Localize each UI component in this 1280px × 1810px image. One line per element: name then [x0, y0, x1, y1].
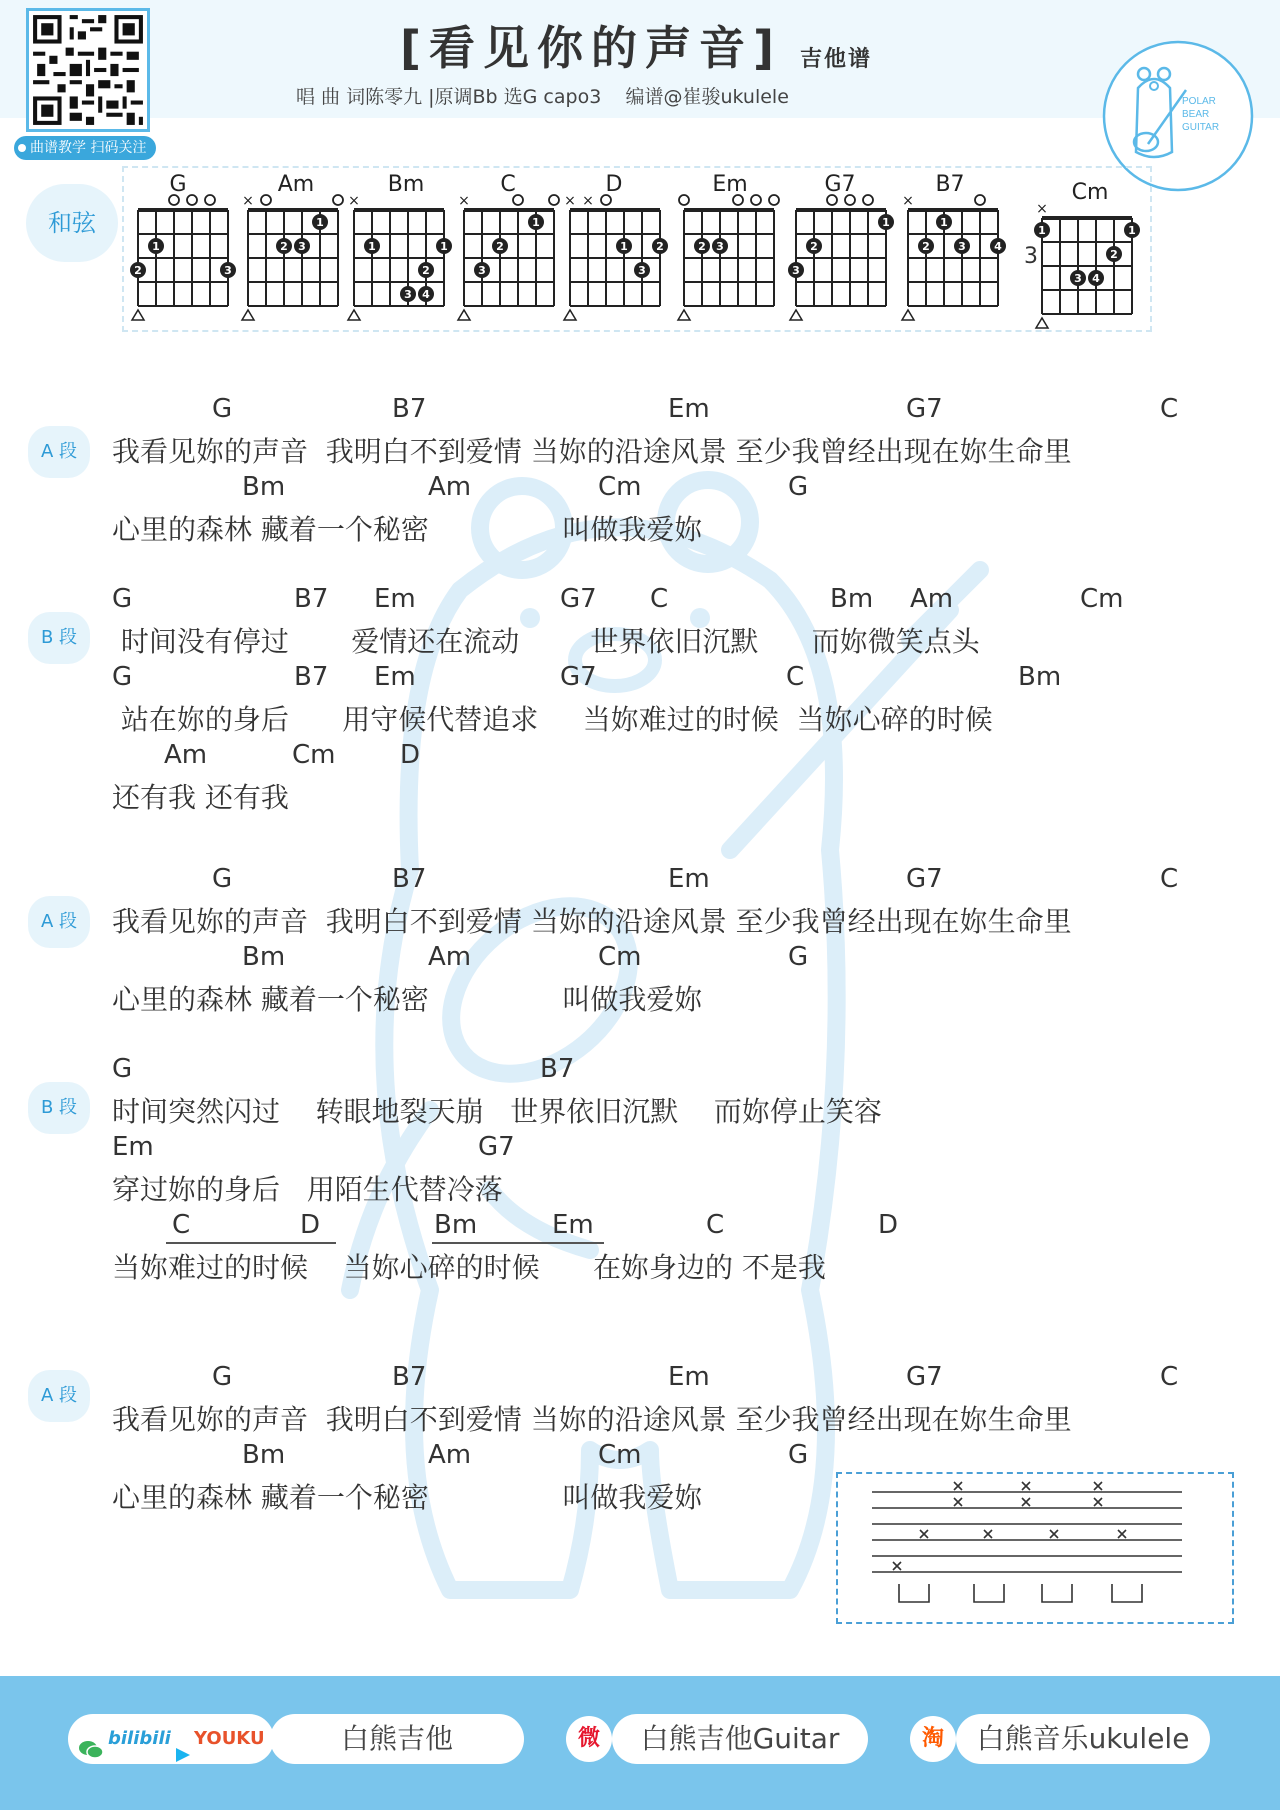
chord-symbol: Cm [598, 942, 642, 972]
chord-symbol: Em [552, 1210, 594, 1240]
chord-symbol: Bm [434, 1210, 478, 1240]
chord-symbol: G [788, 1440, 809, 1470]
chord-row [112, 394, 1272, 430]
chord-symbol: Em [374, 662, 416, 692]
chord-diagram-Bm [339, 174, 459, 330]
root-string-marker [458, 310, 470, 320]
muted-string-marker: × [458, 193, 470, 209]
chord-symbol: Em [112, 1132, 154, 1162]
finger-number: 2 [656, 240, 664, 253]
strum-pattern-graphic [838, 1474, 1232, 1622]
chord-row [112, 1210, 1272, 1246]
weibo-icon[interactable]: 微 [566, 1716, 612, 1762]
youku-label: YOUKU [194, 1728, 265, 1749]
lyric-line [112, 430, 1272, 466]
finger-number: 2 [134, 264, 142, 277]
chord-row [112, 662, 1272, 698]
lyric-line [112, 1398, 1272, 1434]
chord-symbol: C [1160, 394, 1179, 424]
lyric-text: 心里的森林 藏着一个秘密 叫做我爱妳 [112, 1481, 703, 1514]
lyric-line [112, 620, 1272, 656]
chord-section-label: 和弦 [26, 184, 118, 262]
finger-number: 1 [368, 240, 376, 253]
muted-string-marker: × [564, 193, 576, 209]
finger-number: 3 [224, 264, 232, 277]
lyric-line [112, 1246, 1272, 1282]
chord-symbol: Am [428, 942, 472, 972]
lyric-text: 心里的森林 藏着一个秘密 叫做我爱妳 [112, 983, 703, 1016]
root-string-marker [678, 310, 690, 320]
chord-symbol: G [112, 1054, 133, 1084]
chord-symbol: C [1160, 1362, 1179, 1392]
chord-group-underline [432, 1242, 604, 1244]
finger-number: 3 [958, 240, 966, 253]
chord-symbol: Em [668, 394, 710, 424]
finger-number: 3 [716, 240, 724, 253]
chord-symbol: Cm [598, 472, 642, 502]
channel-name-3[interactable]: 白熊音乐ukulele [956, 1714, 1210, 1764]
chord-row [112, 1362, 1272, 1398]
chord-symbol: Am [910, 584, 954, 614]
chord-row [112, 1440, 1272, 1476]
chord-symbol: B7 [392, 394, 427, 424]
chord-symbol: G7 [906, 864, 943, 894]
youku-play-icon [174, 1730, 192, 1748]
lyric-text: 当妳难过的时候 当妳心碎的时候 在妳身边的 不是我 [112, 1251, 826, 1284]
chord-symbol: Bm [242, 942, 286, 972]
chord-name-label: Am [277, 172, 315, 197]
section-label: A 段 [28, 1370, 90, 1422]
chord-symbol: D [878, 1210, 899, 1240]
lyric-text: 我看见妳的声音 我明白不到爱情 当妳的沿途风景 至少我曾经出现在妳生命里 [112, 905, 1072, 938]
chord-name-label: C [500, 172, 516, 197]
finger-number: 4 [1092, 272, 1100, 285]
finger-number: 3 [792, 264, 800, 277]
lyric-text: 我看见妳的声音 我明白不到爱情 当妳的沿途风景 至少我曾经出现在妳生命里 [112, 1403, 1072, 1436]
finger-number: 4 [994, 240, 1002, 253]
lyric-text: 时间突然闪过 转眼地裂天崩 世界依旧沉默 而妳停止笑容 [112, 1095, 882, 1128]
open-string-marker [769, 195, 779, 205]
song-credits: 唱 曲 词陈零九 |原调Bb 选G capo3 编谱@崔骏ukulele [296, 86, 789, 108]
root-string-marker [1036, 318, 1048, 328]
chord-symbol: G [788, 472, 809, 502]
chord-row [112, 942, 1272, 978]
chord-symbol: Cm [598, 1440, 642, 1470]
chord-symbol: Am [428, 1440, 472, 1470]
chord-symbol: C [172, 1210, 191, 1240]
chord-symbol: G [788, 942, 809, 972]
chord-symbol: G [212, 864, 233, 894]
chord-name-label: G7 [824, 172, 856, 197]
chord-row [112, 1054, 1272, 1090]
lyric-line [112, 900, 1272, 936]
chord-row [112, 472, 1272, 508]
chord-diagram-Cm [1027, 182, 1147, 338]
finger-number: 2 [496, 240, 504, 253]
chord-diagram-Em [669, 174, 789, 330]
channel-name-2[interactable]: 白熊吉他Guitar [612, 1714, 868, 1764]
strum-pattern-box [836, 1472, 1234, 1624]
capo-fret-number: 3 [1024, 244, 1038, 269]
chord-symbol: B7 [294, 662, 329, 692]
logo-line-3: GUITAR [1182, 122, 1220, 133]
chord-name-label: B7 [935, 172, 965, 197]
channel-name-1[interactable]: 白熊吉他 [270, 1714, 524, 1764]
finger-number: 1 [532, 216, 540, 229]
muted-string-marker: × [1036, 201, 1048, 217]
lyric-line [112, 776, 1272, 812]
chord-symbol: Em [668, 864, 710, 894]
chord-row [112, 740, 1272, 776]
lyric-text: 心里的森林 藏着一个秘密 叫做我爱妳 [112, 513, 703, 546]
lyric-line [112, 1168, 1272, 1204]
chord-name-label: Cm [1071, 180, 1109, 205]
chord-symbol: C [706, 1210, 725, 1240]
chord-symbol: G [112, 662, 133, 692]
finger-number: 3 [298, 240, 306, 253]
chord-symbol: Bm [830, 584, 874, 614]
chord-name-label: Em [712, 172, 748, 197]
chord-symbol: C [786, 662, 805, 692]
finger-number: 1 [316, 216, 324, 229]
chord-symbol: Bm [1018, 662, 1062, 692]
taobao-icon[interactable]: 淘 [910, 1716, 956, 1762]
chord-symbol: G7 [906, 394, 943, 424]
chord-diagram-G [123, 174, 243, 330]
subtitle-tag: 吉他谱 [800, 47, 873, 72]
chord-symbol: G [112, 584, 133, 614]
chord-row [112, 584, 1272, 620]
chord-row [112, 864, 1272, 900]
finger-number: 3 [638, 264, 646, 277]
lyric-text: 时间没有停过 爱情还在流动 世界依旧沉默 而妳微笑点头 [112, 625, 980, 658]
root-string-marker [348, 310, 360, 320]
chord-symbol: D [300, 1210, 321, 1240]
chord-diagram-B7 [893, 174, 1013, 330]
chord-symbol: Bm [242, 1440, 286, 1470]
section-label: A 段 [28, 426, 90, 478]
lyric-text: 我看见妳的声音 我明白不到爱情 当妳的沿途风景 至少我曾经出现在妳生命里 [112, 435, 1072, 468]
open-string-marker [679, 195, 689, 205]
finger-number: 4 [422, 288, 430, 301]
chord-diagram-D [555, 174, 675, 330]
lyric-text: 还有我 还有我 [112, 781, 289, 814]
root-string-marker [902, 310, 914, 320]
chord-symbol: Em [668, 1362, 710, 1392]
qr-caption: 曲谱教学 扫码关注 [14, 136, 156, 160]
section-label: B 段 [28, 612, 90, 664]
finger-number: 2 [922, 240, 930, 253]
chord-symbol: G7 [478, 1132, 515, 1162]
lyric-text: 站在妳的身后 用守候代替追求 当妳难过的时候 当妳心碎的时候 [112, 703, 993, 736]
lyric-line [112, 1090, 1272, 1126]
finger-number: 3 [1074, 272, 1082, 285]
chord-symbol: Am [164, 740, 208, 770]
chord-symbol: Am [428, 472, 472, 502]
chord-symbol: B7 [540, 1054, 575, 1084]
chord-symbol: C [650, 584, 669, 614]
root-string-marker [790, 310, 802, 320]
root-string-marker [132, 310, 144, 320]
chord-symbol: G [212, 394, 233, 424]
chord-name-label: G [169, 172, 187, 197]
muted-string-marker: × [242, 193, 254, 209]
chord-symbol: D [400, 740, 421, 770]
muted-string-marker: × [902, 193, 914, 209]
chord-diagram-G7 [781, 174, 901, 330]
page-title: [看见你的声音] [400, 21, 783, 75]
section-label: B 段 [28, 1082, 90, 1134]
finger-number: 1 [882, 216, 890, 229]
chord-symbol: Cm [1080, 584, 1124, 614]
muted-string-marker: × [348, 193, 360, 209]
finger-number: 2 [280, 240, 288, 253]
chord-group-underline [166, 1242, 336, 1244]
muted-string-marker: × [582, 193, 594, 209]
chord-symbol: G [212, 1362, 233, 1392]
chord-symbol: Em [374, 584, 416, 614]
lyric-line [112, 978, 1272, 1014]
chord-symbol: Bm [242, 472, 286, 502]
lyric-line [112, 508, 1272, 544]
root-string-marker [242, 310, 254, 320]
finger-number: 3 [404, 288, 412, 301]
finger-number: 1 [440, 240, 448, 253]
finger-number: 3 [478, 264, 486, 277]
chord-name-label: Bm [387, 172, 425, 197]
lyric-text: 穿过妳的身后 用陌生代替冷落 [112, 1173, 503, 1206]
chord-symbol: G7 [906, 1362, 943, 1392]
chord-name-label: D [605, 172, 623, 197]
chord-symbol: Cm [292, 740, 336, 770]
chord-diagram-C [449, 174, 569, 330]
chord-diagrams [0, 0, 1280, 340]
chord-symbol: G7 [560, 662, 597, 692]
logo-line-1: POLAR [1182, 96, 1216, 107]
chord-symbol: B7 [294, 584, 329, 614]
lyric-line [112, 698, 1272, 734]
video-platform-pill[interactable] [68, 1714, 274, 1764]
chord-diagram-Am [233, 174, 353, 330]
root-string-marker [564, 310, 576, 320]
chord-row [112, 1132, 1272, 1168]
section-label: A 段 [28, 896, 90, 948]
finger-number: 1 [620, 240, 628, 253]
finger-number: 2 [1110, 248, 1118, 261]
chord-symbol: B7 [392, 864, 427, 894]
finger-number: 2 [698, 240, 706, 253]
finger-number: 1 [940, 216, 948, 229]
chord-symbol: B7 [392, 1362, 427, 1392]
finger-number: 2 [810, 240, 818, 253]
chord-symbol: C [1160, 864, 1179, 894]
bilibili-label: bilibili [108, 1728, 171, 1749]
chord-symbol: G7 [560, 584, 597, 614]
finger-number: 1 [1128, 224, 1136, 237]
finger-number: 2 [422, 264, 430, 277]
wechat-icon [78, 1727, 104, 1749]
finger-number: 1 [152, 240, 160, 253]
finger-number: 1 [1038, 224, 1046, 237]
logo-line-2: BEAR [1182, 109, 1210, 120]
